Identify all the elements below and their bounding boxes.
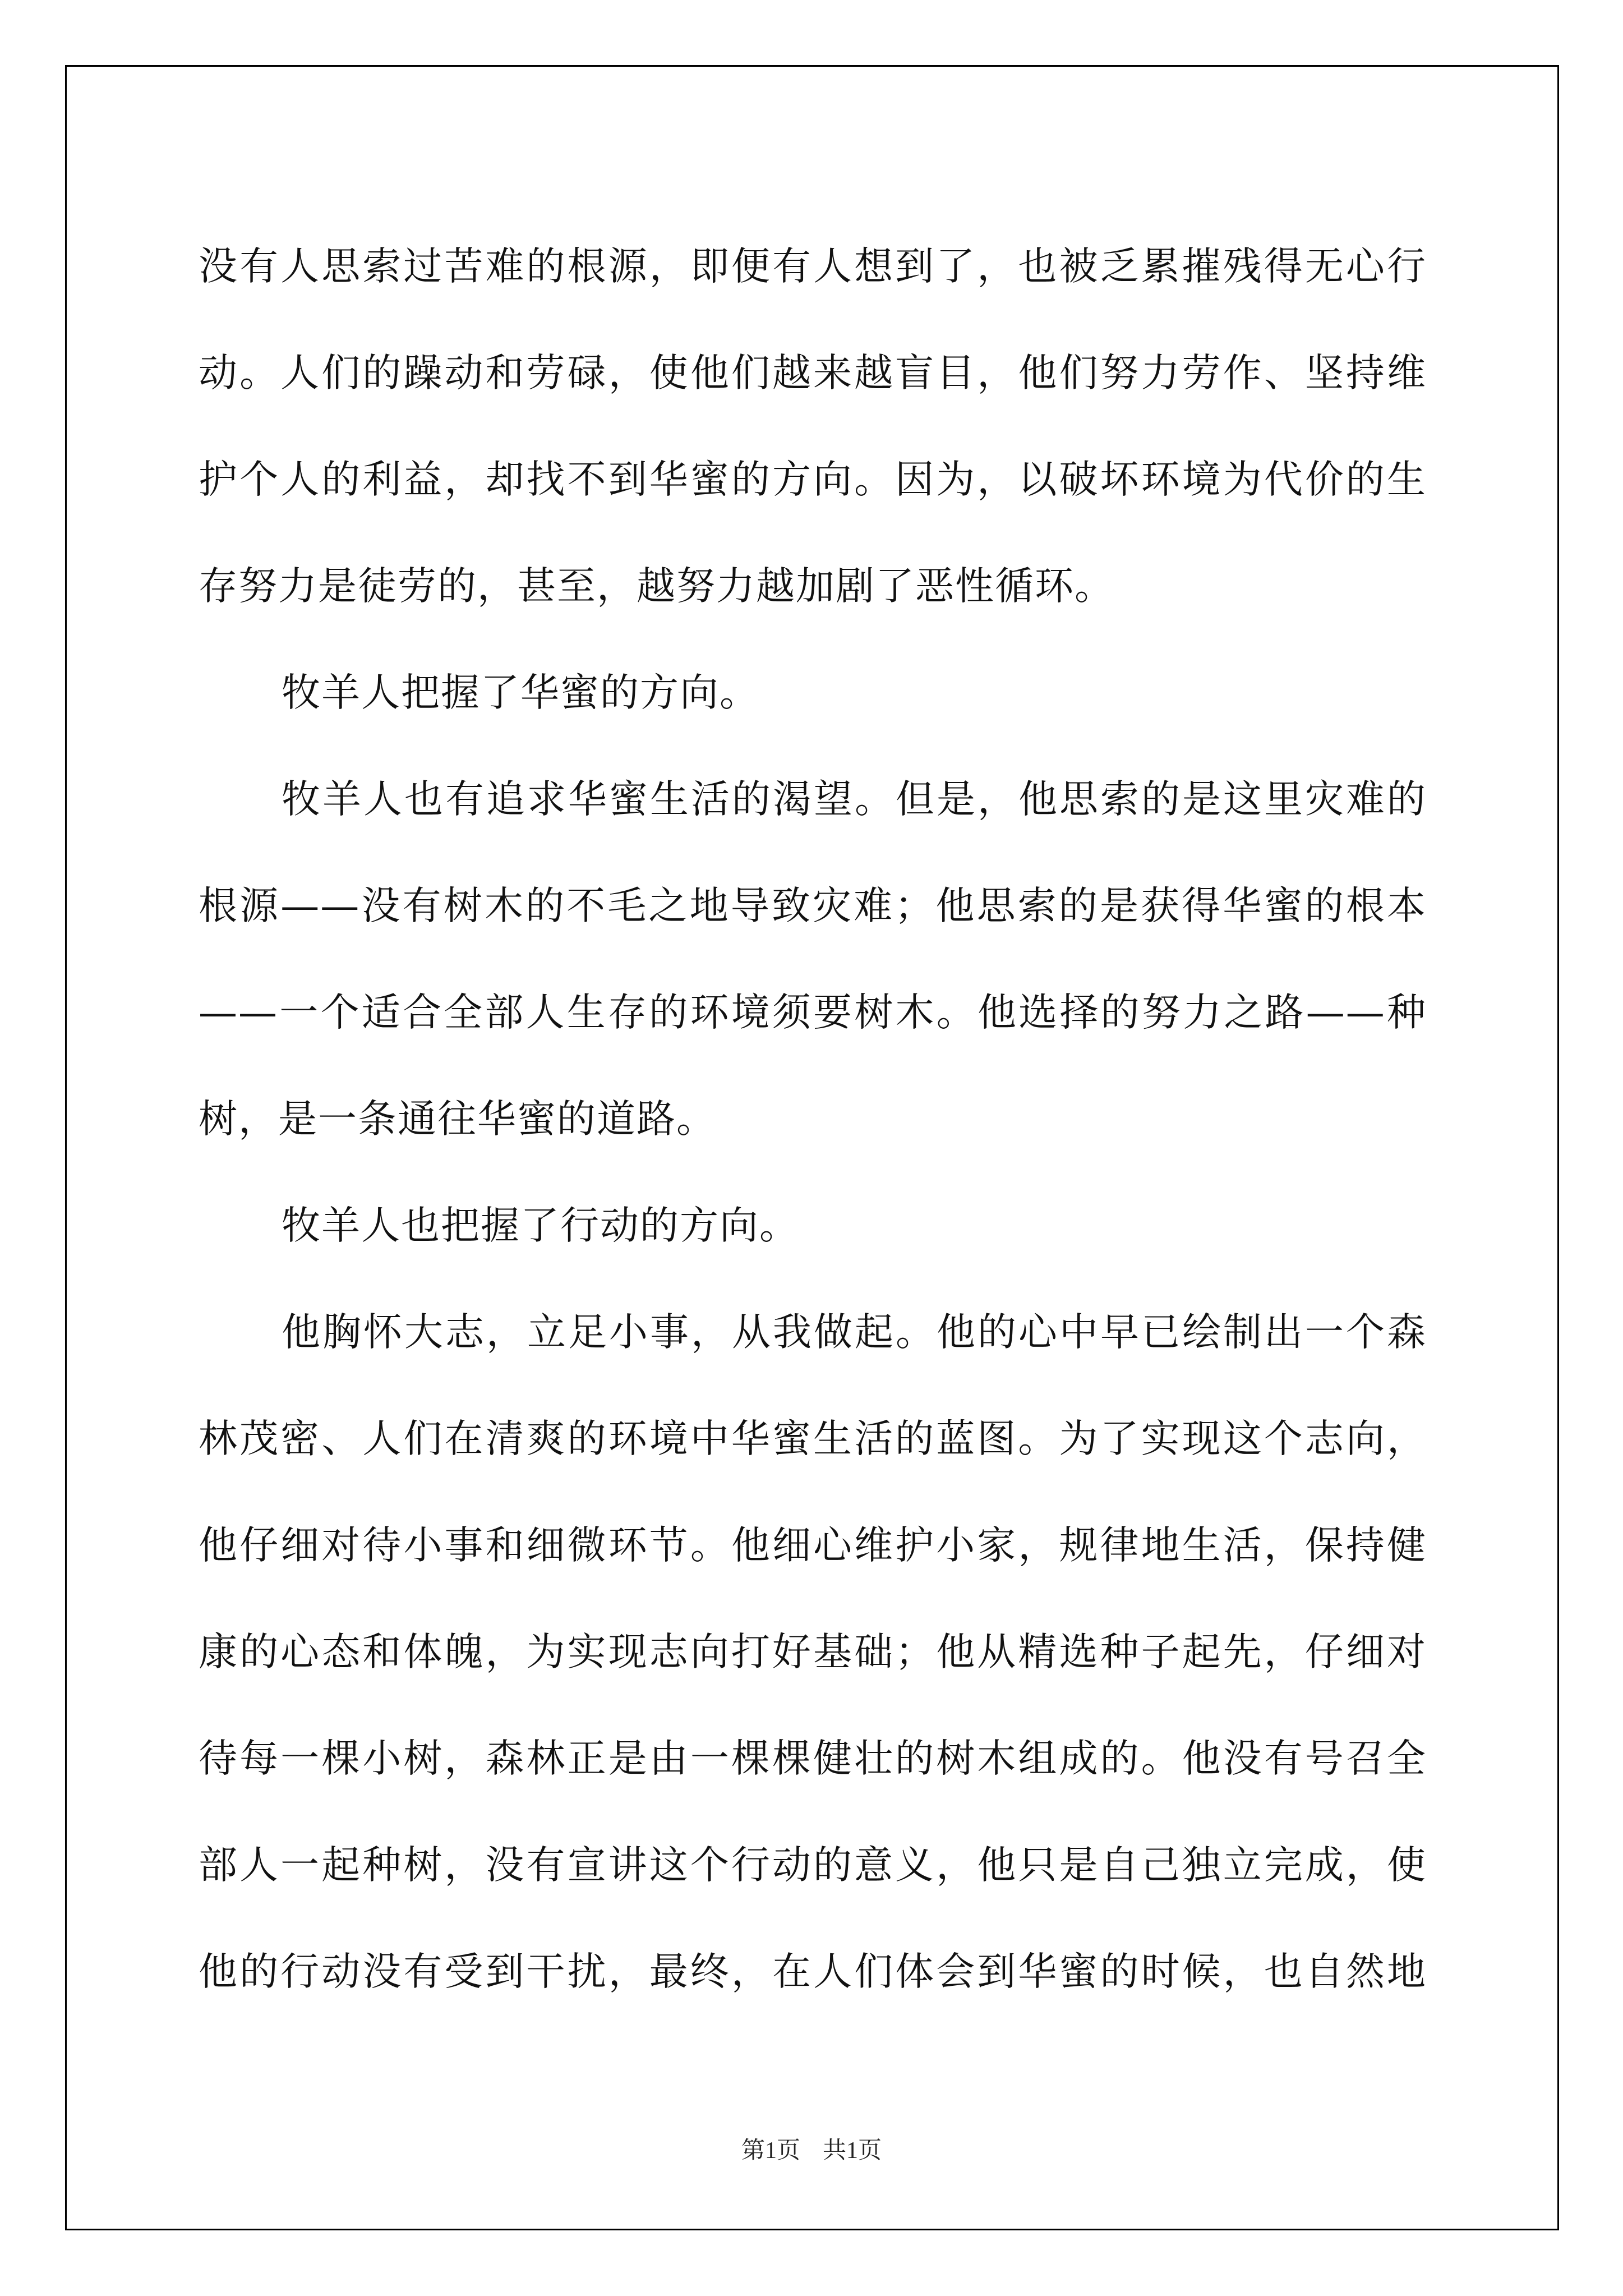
text-line: 护个人的利益，却找不到华蜜的方向。因为，以破坏环境为代价的生 [199,457,1427,502]
text-line: 树，是一条通往华蜜的道路。 [199,1097,716,1142]
text-line: 待每一棵小树，森林正是由一棵棵健壮的树木组成的。他没有号召全 [199,1736,1427,1781]
text-line: 部人一起种树，没有宣讲这个行动的意义，他只是自己独立完成，使 [199,1843,1427,1888]
document-body [199,213,1427,2025]
text-line: 牧羊人也把握了行动的方向。 [282,1203,799,1248]
page-number: 第1页 [741,2138,800,2164]
text-line: 动。人们的躁动和劳碌，使他们越来越盲目，他们努力劳作、坚持维 [199,351,1427,395]
page-total: 共1页 [823,2138,882,2164]
page-footer [0,2132,1623,2165]
text-line: 林茂密、人们在清爽的环境中华蜜生活的蓝图。为了实现这个志向， [199,1416,1427,1461]
text-line: 康的心态和体魄，为实现志向打好基础；他从精选种子起先，仔细对 [199,1630,1427,1674]
text-line: 存努力是徒劳的，甚至，越努力越加剧了恶性循环。 [199,564,1114,609]
text-line: 他的行动没有受到干扰，最终，在人们体会到华蜜的时候，也自然地 [199,1949,1427,1994]
text-line: 他胸怀大志，立足小事，从我做起。他的心中早已绘制出一个森 [282,1310,1427,1355]
text-line: 牧羊人把握了华蜜的方向。 [282,670,759,715]
text-line: 没有人思索过苦难的根源，即便有人想到了，也被乏累摧残得无心行 [199,244,1427,289]
text-line: 牧羊人也有追求华蜜生活的渴望。但是，他思索的是这里灾难的 [282,777,1427,822]
text-line: 他仔细对待小事和细微环节。他细心维护小家，规律地生活，保持健 [199,1523,1427,1568]
text-line: ——一个适合全部人生存的环境须要树木。他选择的努力之路——种 [199,990,1427,1035]
text-line: 根源——没有树木的不毛之地导致灾难；他思索的是获得华蜜的根本 [199,884,1427,928]
